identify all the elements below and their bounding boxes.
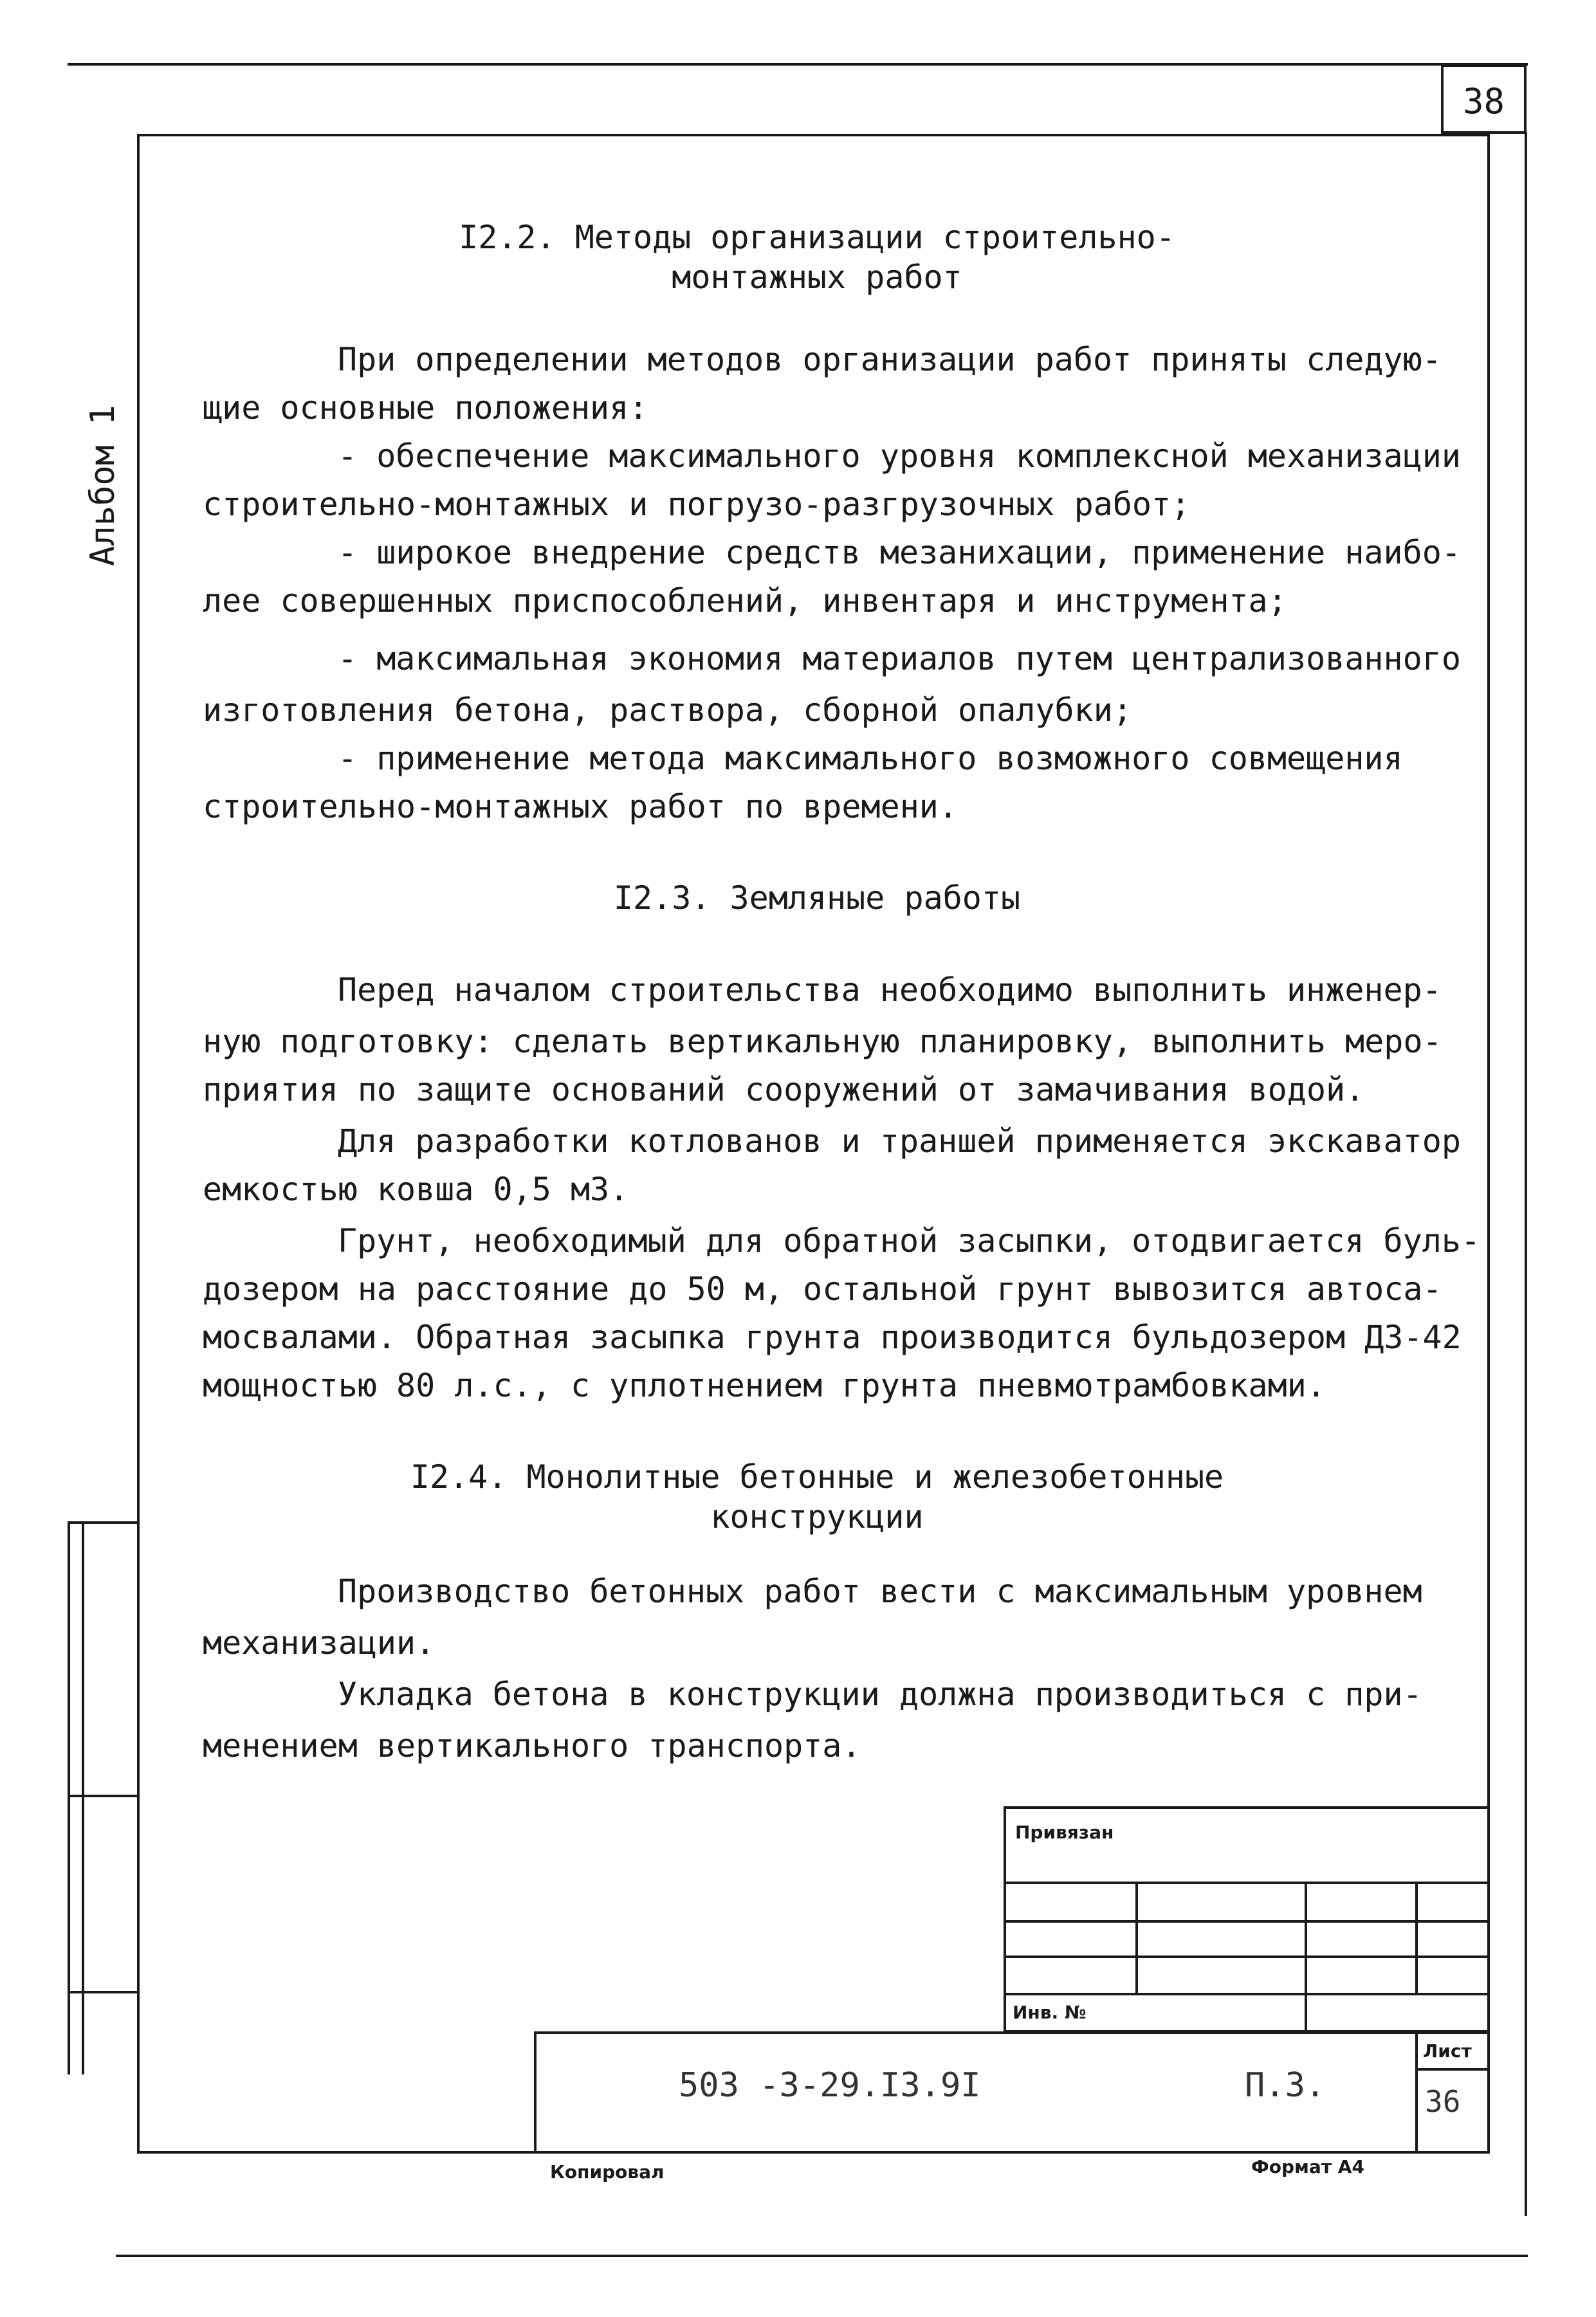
stamp-col-line	[1415, 1882, 1418, 1994]
body-line: менением вертикального транспорта.	[203, 1727, 861, 1764]
document-part: П.3.	[1245, 2066, 1326, 2105]
body-line: При определении методов организации работ приняты следую-	[338, 341, 1442, 378]
stamp-col-line	[1305, 1882, 1307, 2033]
body-line: Перед началом строительства необходимо выполнить инженер-	[338, 971, 1442, 1009]
body-line: приятия по защите оснований сооружений от замачивания водой.	[203, 1071, 1365, 1108]
body-line: емкостью ковша 0,5 м3.	[203, 1171, 629, 1208]
right-margin-line	[1525, 132, 1527, 2216]
body-line: Грунт, необходимый для обратной засыпки, отодвигается буль-	[338, 1222, 1481, 1259]
body-line: изготовления бетона, раствора, сборной опалубки;	[203, 691, 1132, 729]
kopiroval-label: Копировал	[550, 2161, 665, 2183]
body-line: - широкое внедрение средств мезанихации, применение наибо-	[338, 534, 1461, 571]
bottom-rule	[116, 2255, 1528, 2257]
body-line: ную подготовку: сделать вертикальную планировку, выполнить меро-	[203, 1023, 1442, 1060]
list-row-line	[1415, 2068, 1490, 2071]
privyazan-label: Привязан	[1015, 1822, 1114, 1843]
body-line: Укладка бетона в конструкции должна производиться с при-	[338, 1676, 1422, 1713]
body-line: мощностью 80 л.с., с уплотнением грунта пневмотрамбовками.	[203, 1367, 1326, 1404]
body-line: лее совершенных приспособлений, инвентаря и инструмента;	[203, 582, 1287, 619]
body-line: мосвалами. Обратная засыпка грунта производится бульдозером ДЗ-42	[203, 1319, 1462, 1356]
section-heading-12-4: I2.4. Монолитные бетонные и железобетонные конструкции	[410, 1458, 1224, 1535]
page-number: 38	[1462, 81, 1505, 122]
body-line: Для разработки котлованов и траншей применяется экскаватор	[338, 1122, 1461, 1160]
stamp-col-line	[1135, 1882, 1138, 1994]
format-label: Формат А4	[1251, 2156, 1364, 2177]
title-block	[534, 2031, 1490, 2154]
list-label: Лист	[1423, 2040, 1472, 2062]
list-number: 36	[1425, 2084, 1461, 2119]
body-line: - применение метода максимального возможного совмещения	[338, 740, 1403, 777]
section-heading-12-3: I2.3. Земляные работы	[613, 879, 1021, 917]
body-line: дозером на расстояние до 50 м, остальной грунт вывозится автоса-	[203, 1270, 1442, 1308]
top-rule	[68, 63, 1528, 66]
body-line: строительно-монтажных работ по времени.	[203, 788, 958, 825]
body-line: строительно-монтажных и погрузо-разгрузочных работ;	[203, 486, 1191, 523]
body-line: механизации.	[203, 1624, 436, 1662]
left-binding-tick	[68, 1991, 138, 1993]
page-number-box	[1441, 64, 1527, 134]
body-line: Производство бетонных работ вести с максимальным уровнем	[338, 1573, 1422, 1610]
left-binding-tick	[68, 1795, 138, 1797]
inv-label: Инв. №	[1013, 2002, 1087, 2023]
album-label: Альбом 1	[84, 405, 122, 566]
document-code: 503 -3-29.I3.9I	[679, 2066, 981, 2105]
list-col-line	[1415, 2031, 1418, 2154]
body-line: - обеспечение максимального уровня комплексной механизации	[338, 437, 1461, 475]
left-binding-tick	[68, 1521, 138, 1524]
body-line: щие основные положения:	[203, 389, 648, 426]
body-line: - максимальная экономия материалов путем централизованного	[338, 640, 1461, 677]
section-heading-12-2: I2.2. Методы организации строительно- монтажных работ	[459, 219, 1175, 296]
